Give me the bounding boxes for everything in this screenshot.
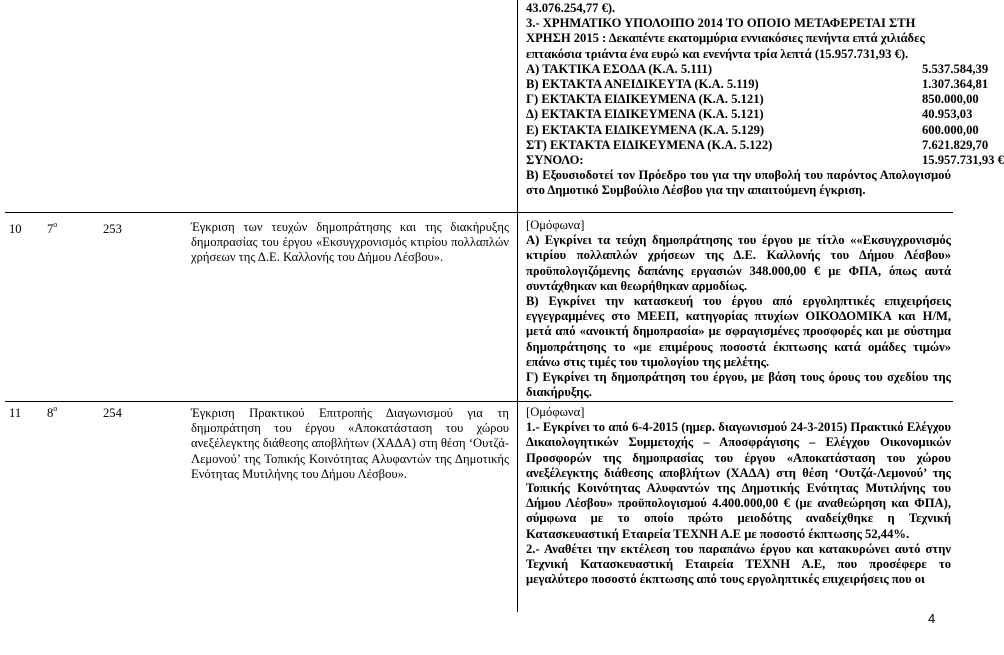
budget-row-amount: 600.000,00 [922, 122, 979, 137]
table-row-divider-top [5, 212, 953, 213]
row-11-decision-number: 254 [103, 406, 122, 420]
text-line: 43.076.254,77 €). [526, 1, 616, 15]
budget-row-label: Δ) ΕΚΤΑΚΤΑ ΕΙΔΙΚΕΥΜΕΝΑ (Κ.Α. 5.121) [526, 107, 764, 122]
budget-row [526, 61, 989, 77]
vote-label: [Ομόφωνα] [526, 405, 585, 419]
budget-row [526, 77, 989, 92]
budget-row-amount: 40.953,03 [922, 107, 973, 122]
text-line: 3.- ΧΡΗΜΑΤΙΚΟ ΥΠΟΛΟΙΠΟ 2014 ΤΟ ΟΠΟΙΟ ΜΕΤΑΦΕΡΕΤΑΙ ΣΤΗ [526, 16, 916, 31]
authorization-paragraph: Β) Εξουσιοδοτεί τον Πρόεδρο του για την υποβολή του παρόντος Απολογισμού στο Δημοτικό Συμβούλιο Λέσβου για την απαιτούμενη έγκριση. [526, 168, 951, 198]
page-number: 4 [928, 611, 936, 626]
row-11-description: Έγκριση Πρακτικού Επιτροπής Διαγωνισμού για τη δημοπράτηση του έργου «Αποκατάσταση του χώρου ανεξέλεγκτης διάθεσης αποβλήτων (ΧΑΔΑ) στη θέση ‘Ουτζά-Λεμονού’ της Τοπικής Κοινότητας Αλυφαντών της Δημοτικής Ενότητας Μυτιλήνης του Δήμου Λέσβου». [191, 406, 509, 481]
budget-row-label: Α) ΤΑΚΤΙΚΑ ΕΣΟΔΑ (Κ.Α. 5.111) [526, 61, 713, 76]
budget-row [526, 92, 979, 107]
resolution-item-2: 2.- Αναθέτει την εκτέλεση του παραπάνω έργου και κατακυρώνει αυτό στην Τεχνική Κατασκευαστική Εταιρεία ΤΕΧΝΗ Α.Ε, που προσέφερε το μεγαλύτερο ποσοστό έκπτωσης από τους εργοληπτικές επιχειρήσεις που οι [526, 541, 951, 587]
budget-total-row [526, 152, 1004, 168]
resolution-item-c: Γ) Εγκρίνει τη δημοπράτηση του έργου, με βάση τους όρους του σχεδίου της διακήρυξης. [526, 370, 951, 400]
vote-label: [Ομόφωνα] [526, 218, 585, 232]
budget-row-amount: 850.000,00 [922, 92, 979, 107]
budget-row [526, 107, 973, 122]
right-column-budget [526, 1, 1004, 199]
ordinal-superscript: ο [53, 220, 58, 229]
budget-row-label: Β) ΕΚΤΑΚΤΑ ΑΝΕΙΔΙΚΕΥΤΑ (Κ.Α. 5.119) [526, 77, 759, 91]
table-column-divider [517, 0, 518, 612]
row-10-resolution [526, 218, 951, 400]
budget-row-label: ΣΤ) ΕΚΤΑΚΤΑ ΕΙΔΙΚΕΥΜΕΝΑ (Κ.Α. 5.122) [526, 137, 773, 152]
row-10-decision-number: 253 [103, 222, 122, 236]
budget-row-label: Γ) ΕΚΤΑΚΤΑ ΕΙΔΙΚΕΥΜΕΝΑ (Κ.Α. 5.121) [526, 92, 764, 107]
table-row-divider-middle [5, 401, 953, 402]
row-10-number: 10 [9, 222, 22, 236]
text-line: ΧΡΗΣΗ 2015 : Δεκαπέντε εκατομμύρια εννιακόσιες πενήντα επτά χιλιάδες [526, 31, 925, 46]
budget-row-amount: 1.307.364,81 [922, 77, 989, 91]
budget-row-amount: 7.621.829,70 [922, 137, 989, 152]
resolution-item-a: Α) Εγκρίνει τα τεύχη δημοπράτησης του έργου με τίτλο ««Εκσυγχρονισμός κτιρίου πολλαπλών χρήσεων της Δ.Ε. Καλλονής του Δήμου Λέσβου» προϋπολογιζόμενης δαπάνης εργασιών 348.000,00 € με ΦΠΑ, όπως αυτά συντάχθηκαν και θεωρήθηκαν αρμοδίως. [526, 233, 951, 293]
budget-total-amount: 15.957.731,93 € [922, 152, 1004, 167]
row-10-description: Έγκριση των τευχών δημοπράτησης και της διακήρυξης δημοπρασίας του έργου «Εκσυγχρονισμός κτιρίου πολλαπλών χρήσεων της Δ.Ε. Καλλονής του Δήμου Λέσβου». [191, 220, 509, 265]
row-11-resolution [526, 405, 951, 587]
budget-row [526, 122, 979, 138]
budget-row-label: Ε) ΕΚΤΑΚΤΑ ΕΙΔΙΚΕΥΜΕΝΑ (Κ.Α. 5.129) [526, 122, 765, 137]
text-line: επτακόσια τριάντα ένα ευρώ και ενενήντα τρία λεπτά (15.957.731,93 €). [526, 46, 909, 61]
resolution-item-1: 1.- Εγκρίνει το από 6-4-2015 (ημερ. διαγωνισμού 24-3-2015) Πρακτικό Ελέγχου Δικαιολογητικών Συμμετοχής – Αποσφράγισης – Ελέγχου Οικονομικών Προσφορών της δημοπρασίας του έργου «Αποκατάσταση του χώρου ανεξέλεγκτης διάθεσης αποβλήτων (ΧΑΔΑ) στη θέση ‘Ουτζά-Λεμονού’ της Τοπικής Κοινότητας Αλυφαντών της Δημοτικής Ενότητας Μυτιλήνης του Δήμου Λέσβου» προϋπολογισμού 4.400.000,00 € (με αναθεώρηση και ΦΠΑ), σύμφωνα με το οποίο πρώτο μειοδότης αναδείχθηκε η Τεχνική Κατασκευαστική Εταιρεία ΤΕΧΝΗ Α.Ε με ποσοστό έκπτωσης 52,44%. [526, 420, 951, 541]
budget-row-amount: 5.537.584,39 [922, 61, 989, 76]
budget-total-label: ΣΥΝΟΛΟ: [526, 152, 584, 167]
budget-row [526, 137, 989, 153]
resolution-item-b: Β) Εγκρίνει την κατασκευή του έργου από εργοληπτικές επιχειρήσεις εγγεγραμμένες στο ΜΕΕΠ, κατηγορίας πτυχίων ΟΙΚΟΔΟΜΙΚΑ και Η/Μ, μετά από «ανοικτή δημοπρασία» με σφραγισμένες προσφορές και με σύστημα δημοπράτησης το «με επιμέρους ποσοστά έκπτωσης κατά ομάδες τιμών» επάνω στις τιμές του τιμολογίου της μελέτης. [526, 294, 951, 369]
ordinal-superscript: ο [53, 404, 58, 413]
row-10-session: $7^o$ [47, 220, 58, 236]
row-11-session: $8^o$ [47, 404, 58, 420]
row-11-number: 11 [9, 406, 22, 420]
